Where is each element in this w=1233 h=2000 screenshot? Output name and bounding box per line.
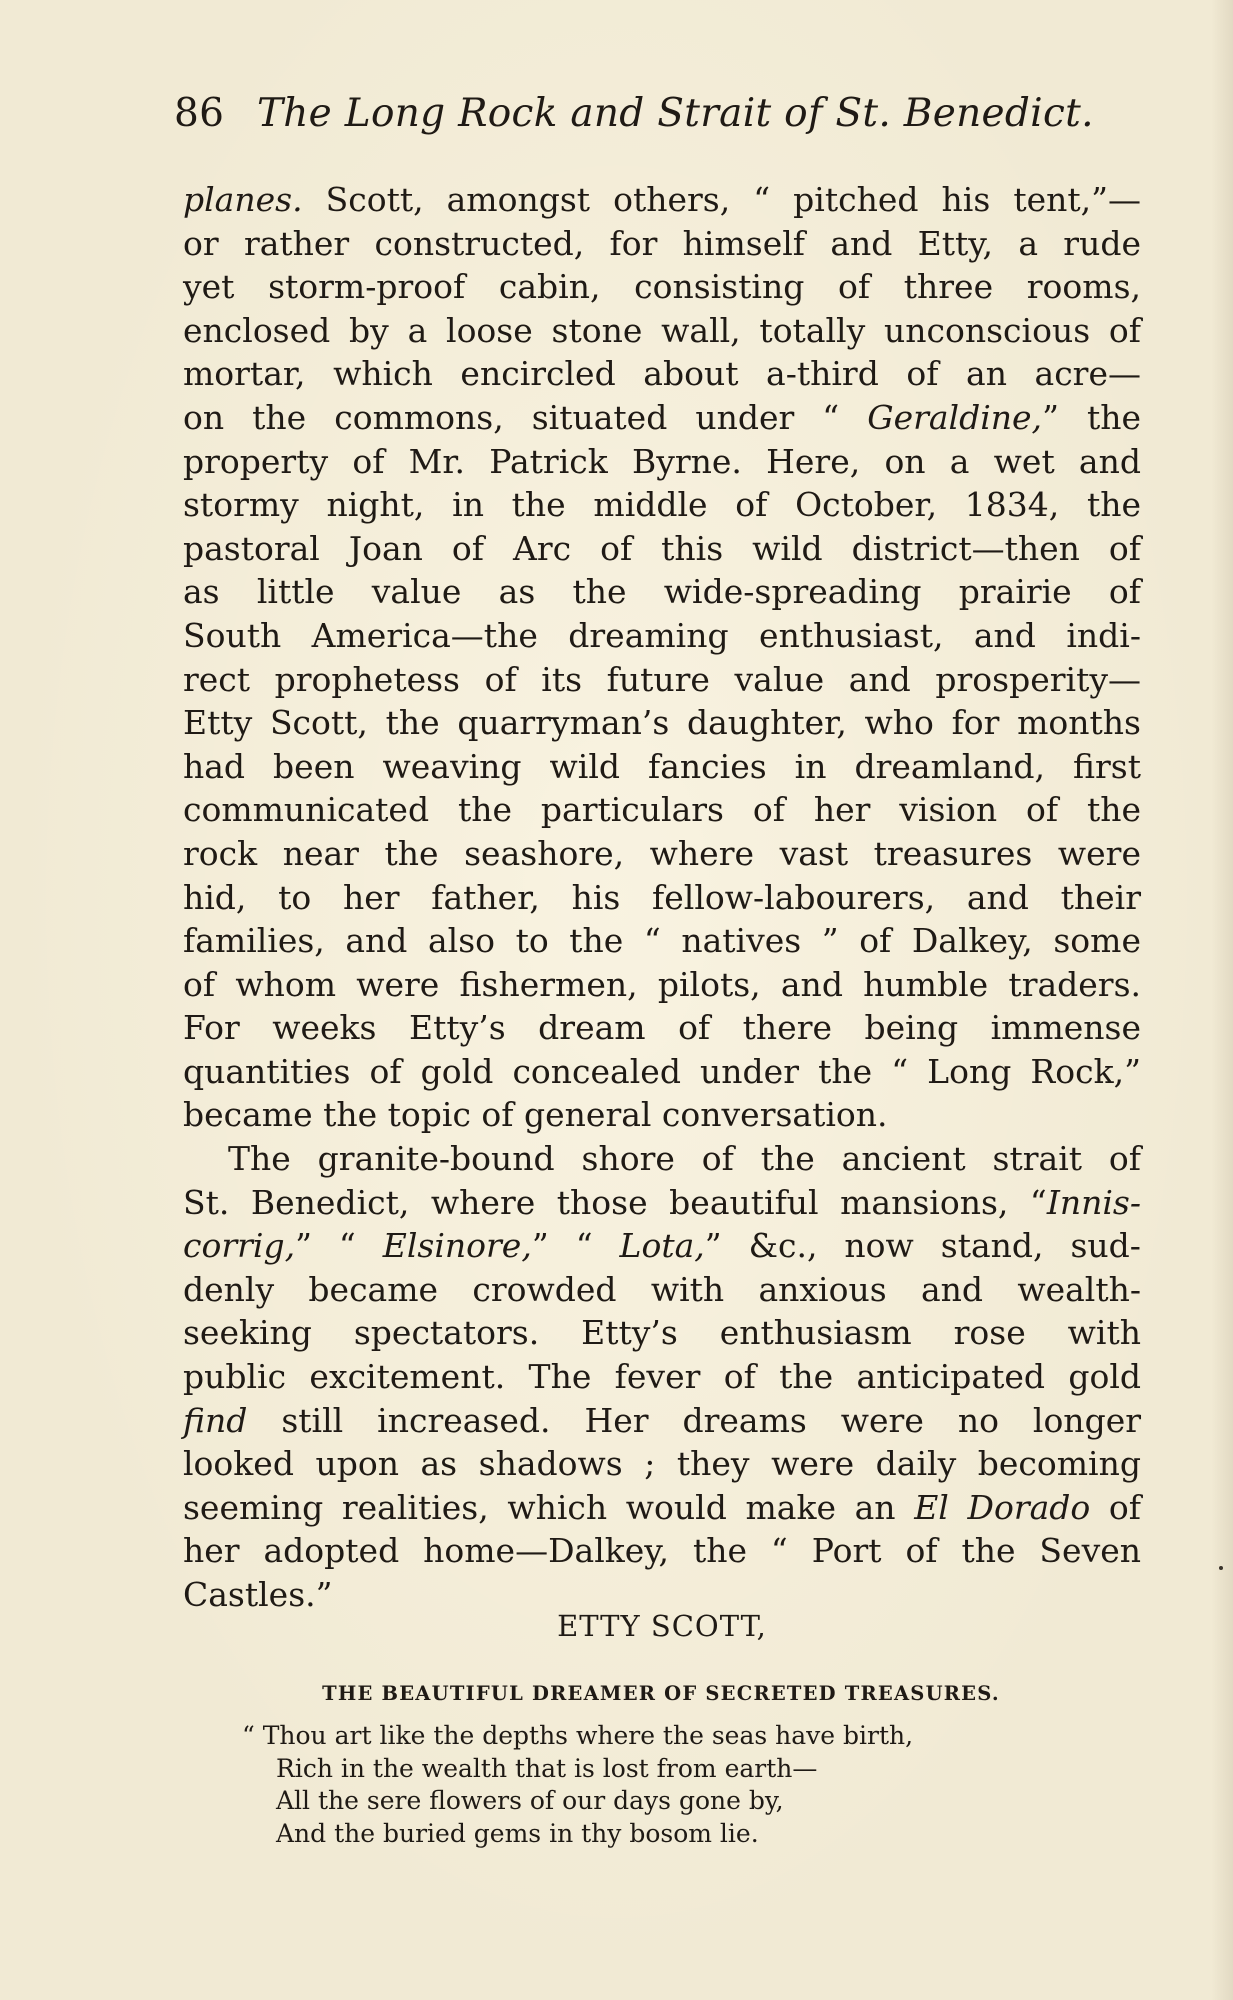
text-line: [183, 745, 1141, 789]
text-run: The granite-bound shore of the ancient strait of: [228, 1139, 1141, 1179]
text-run: ” &c., now stand, sud-: [704, 1226, 1141, 1266]
text-run: ” the: [1042, 397, 1142, 437]
text-line: [183, 222, 1141, 266]
text-line: [183, 614, 1141, 658]
text-line: [183, 788, 1141, 832]
text-run: yet storm-proof cabin, consisting of three rooms,: [183, 267, 1141, 307]
verse-quotation: [242, 1720, 1068, 1850]
text-run: pastoral Joan of Arc of this wild district—then of: [183, 528, 1141, 568]
text-run: Scott, amongst others, “ pitched his tent,”—: [302, 180, 1141, 219]
running-title: The Long Rock and Strait of St. Benedict.: [256, 91, 1094, 136]
text-line: [183, 1442, 1141, 1486]
italic-text: El Dorado: [914, 1487, 1091, 1527]
text-line: [183, 440, 1141, 484]
text-run: denly became crowded with anxious and wealth-: [183, 1269, 1141, 1309]
text-run: public excitement. The fever of the anticipated gold: [183, 1357, 1141, 1397]
text-line: [183, 309, 1141, 353]
text-run: South America—the dreaming enthusiast, and indi-: [183, 615, 1141, 655]
text-run: property of Mr. Patrick Byrne. Here, on a wet and: [183, 441, 1141, 481]
text-run: ” “: [295, 1226, 383, 1266]
text-line: [183, 265, 1141, 309]
text-line: [183, 1311, 1141, 1355]
text-run: enclosed by a loose stone wall, totally unconscious of: [183, 310, 1141, 350]
text-line: [183, 919, 1141, 963]
page-number: 86: [174, 91, 225, 136]
margin-speck: [1219, 1566, 1223, 1570]
text-run: on the commons, situated under “: [183, 397, 868, 437]
text-run: still increased. Her dreams were no longer: [247, 1400, 1141, 1440]
text-run: St. Benedict, where those beautiful mansions, “: [183, 1182, 1047, 1222]
text-run: mortar, which encircled about a-third of an acre—: [183, 354, 1141, 394]
text-line: [183, 178, 1141, 222]
italic-text: find: [183, 1400, 248, 1440]
text-run: communicated the particulars of her vision of the: [183, 790, 1141, 830]
section-subheading: THE BEAUTIFUL DREAMER OF SECRETED TREASURES.: [322, 1682, 1000, 1705]
running-head: [174, 91, 1094, 136]
text-run: seeking spectators. Etty’s enthusiasm rose with: [183, 1313, 1141, 1353]
section-heading: ETTY SCOTT,: [557, 1609, 767, 1643]
text-run: hid, to her father, his fellow-labourers, and their: [183, 877, 1141, 917]
text-line: [183, 1137, 1141, 1181]
italic-text: planes.: [183, 180, 303, 219]
text-run: became the topic of general conversation.: [183, 1095, 888, 1135]
text-line: [183, 701, 1141, 745]
text-line: [183, 1486, 1141, 1530]
verse-line: “ Thou art like the depths where the seas have birth,: [242, 1721, 914, 1750]
text-line: [183, 1093, 1141, 1137]
text-run: rock near the seashore, where vast treasures were: [183, 833, 1141, 873]
italic-text: corrig,: [183, 1226, 296, 1266]
text-run: ” “: [531, 1226, 620, 1266]
text-run: or rather constructed, for himself and Etty, a rude: [183, 223, 1141, 263]
text-run: stormy night, in the middle of October, 1834, the: [183, 485, 1141, 525]
italic-text: Elsinore,: [382, 1226, 532, 1266]
text-line: [183, 1050, 1141, 1094]
text-line: [183, 483, 1141, 527]
text-run: of: [1090, 1487, 1141, 1527]
text-line: [183, 1355, 1141, 1399]
text-run: as little value as the wide-spreading prairie of: [183, 572, 1141, 612]
text-run: Castles.”: [183, 1575, 333, 1614]
text-line: [183, 1006, 1141, 1050]
text-run: of whom were fishermen, pilots, and humble traders.: [183, 964, 1141, 1004]
text-line: [183, 1224, 1141, 1268]
italic-text: Lota,: [619, 1226, 705, 1266]
text-run: her adopted home—Dalkey, the “ Port of the Seven: [183, 1531, 1141, 1571]
text-line: [183, 527, 1141, 571]
italic-text: Innis-: [1046, 1182, 1141, 1222]
text-line: [183, 352, 1141, 396]
text-run: quantities of gold concealed under the “ Long Rock,”: [183, 1051, 1141, 1091]
text-run: families, and also to the “ natives ” of Dalkey, some: [183, 921, 1141, 961]
verse-line: Rich in the wealth that is lost from earth—: [276, 1753, 818, 1783]
text-line: [183, 1181, 1141, 1225]
text-run: For weeks Etty’s dream of there being immense: [183, 1008, 1141, 1048]
verse-line: And the buried gems in thy bosom lie.: [276, 1818, 759, 1848]
body-text: [183, 178, 1141, 1617]
text-line: [183, 832, 1141, 876]
text-line: [183, 1399, 1141, 1443]
page-edge-shadow: [1211, 0, 1233, 2000]
text-line: [183, 1268, 1141, 1312]
text-run: looked upon as shadows ; they were daily becoming: [183, 1444, 1141, 1484]
text-line: [183, 876, 1141, 920]
text-line: [183, 658, 1141, 702]
italic-text: Geraldine,: [867, 397, 1043, 437]
text-run: seeming realities, which would make an: [183, 1487, 915, 1527]
verse-line: All the sere flowers of our days gone by,: [276, 1786, 784, 1815]
text-line: [183, 963, 1141, 1007]
text-line: [183, 396, 1141, 440]
text-line: [183, 570, 1141, 614]
text-run: rect prophetess of its future value and prosperity—: [183, 659, 1141, 699]
text-run: had been weaving wild fancies in dreamland, first: [183, 746, 1141, 786]
text-run: Etty Scott, the quarryman’s daughter, who for months: [183, 703, 1141, 743]
text-line: [183, 1529, 1141, 1573]
